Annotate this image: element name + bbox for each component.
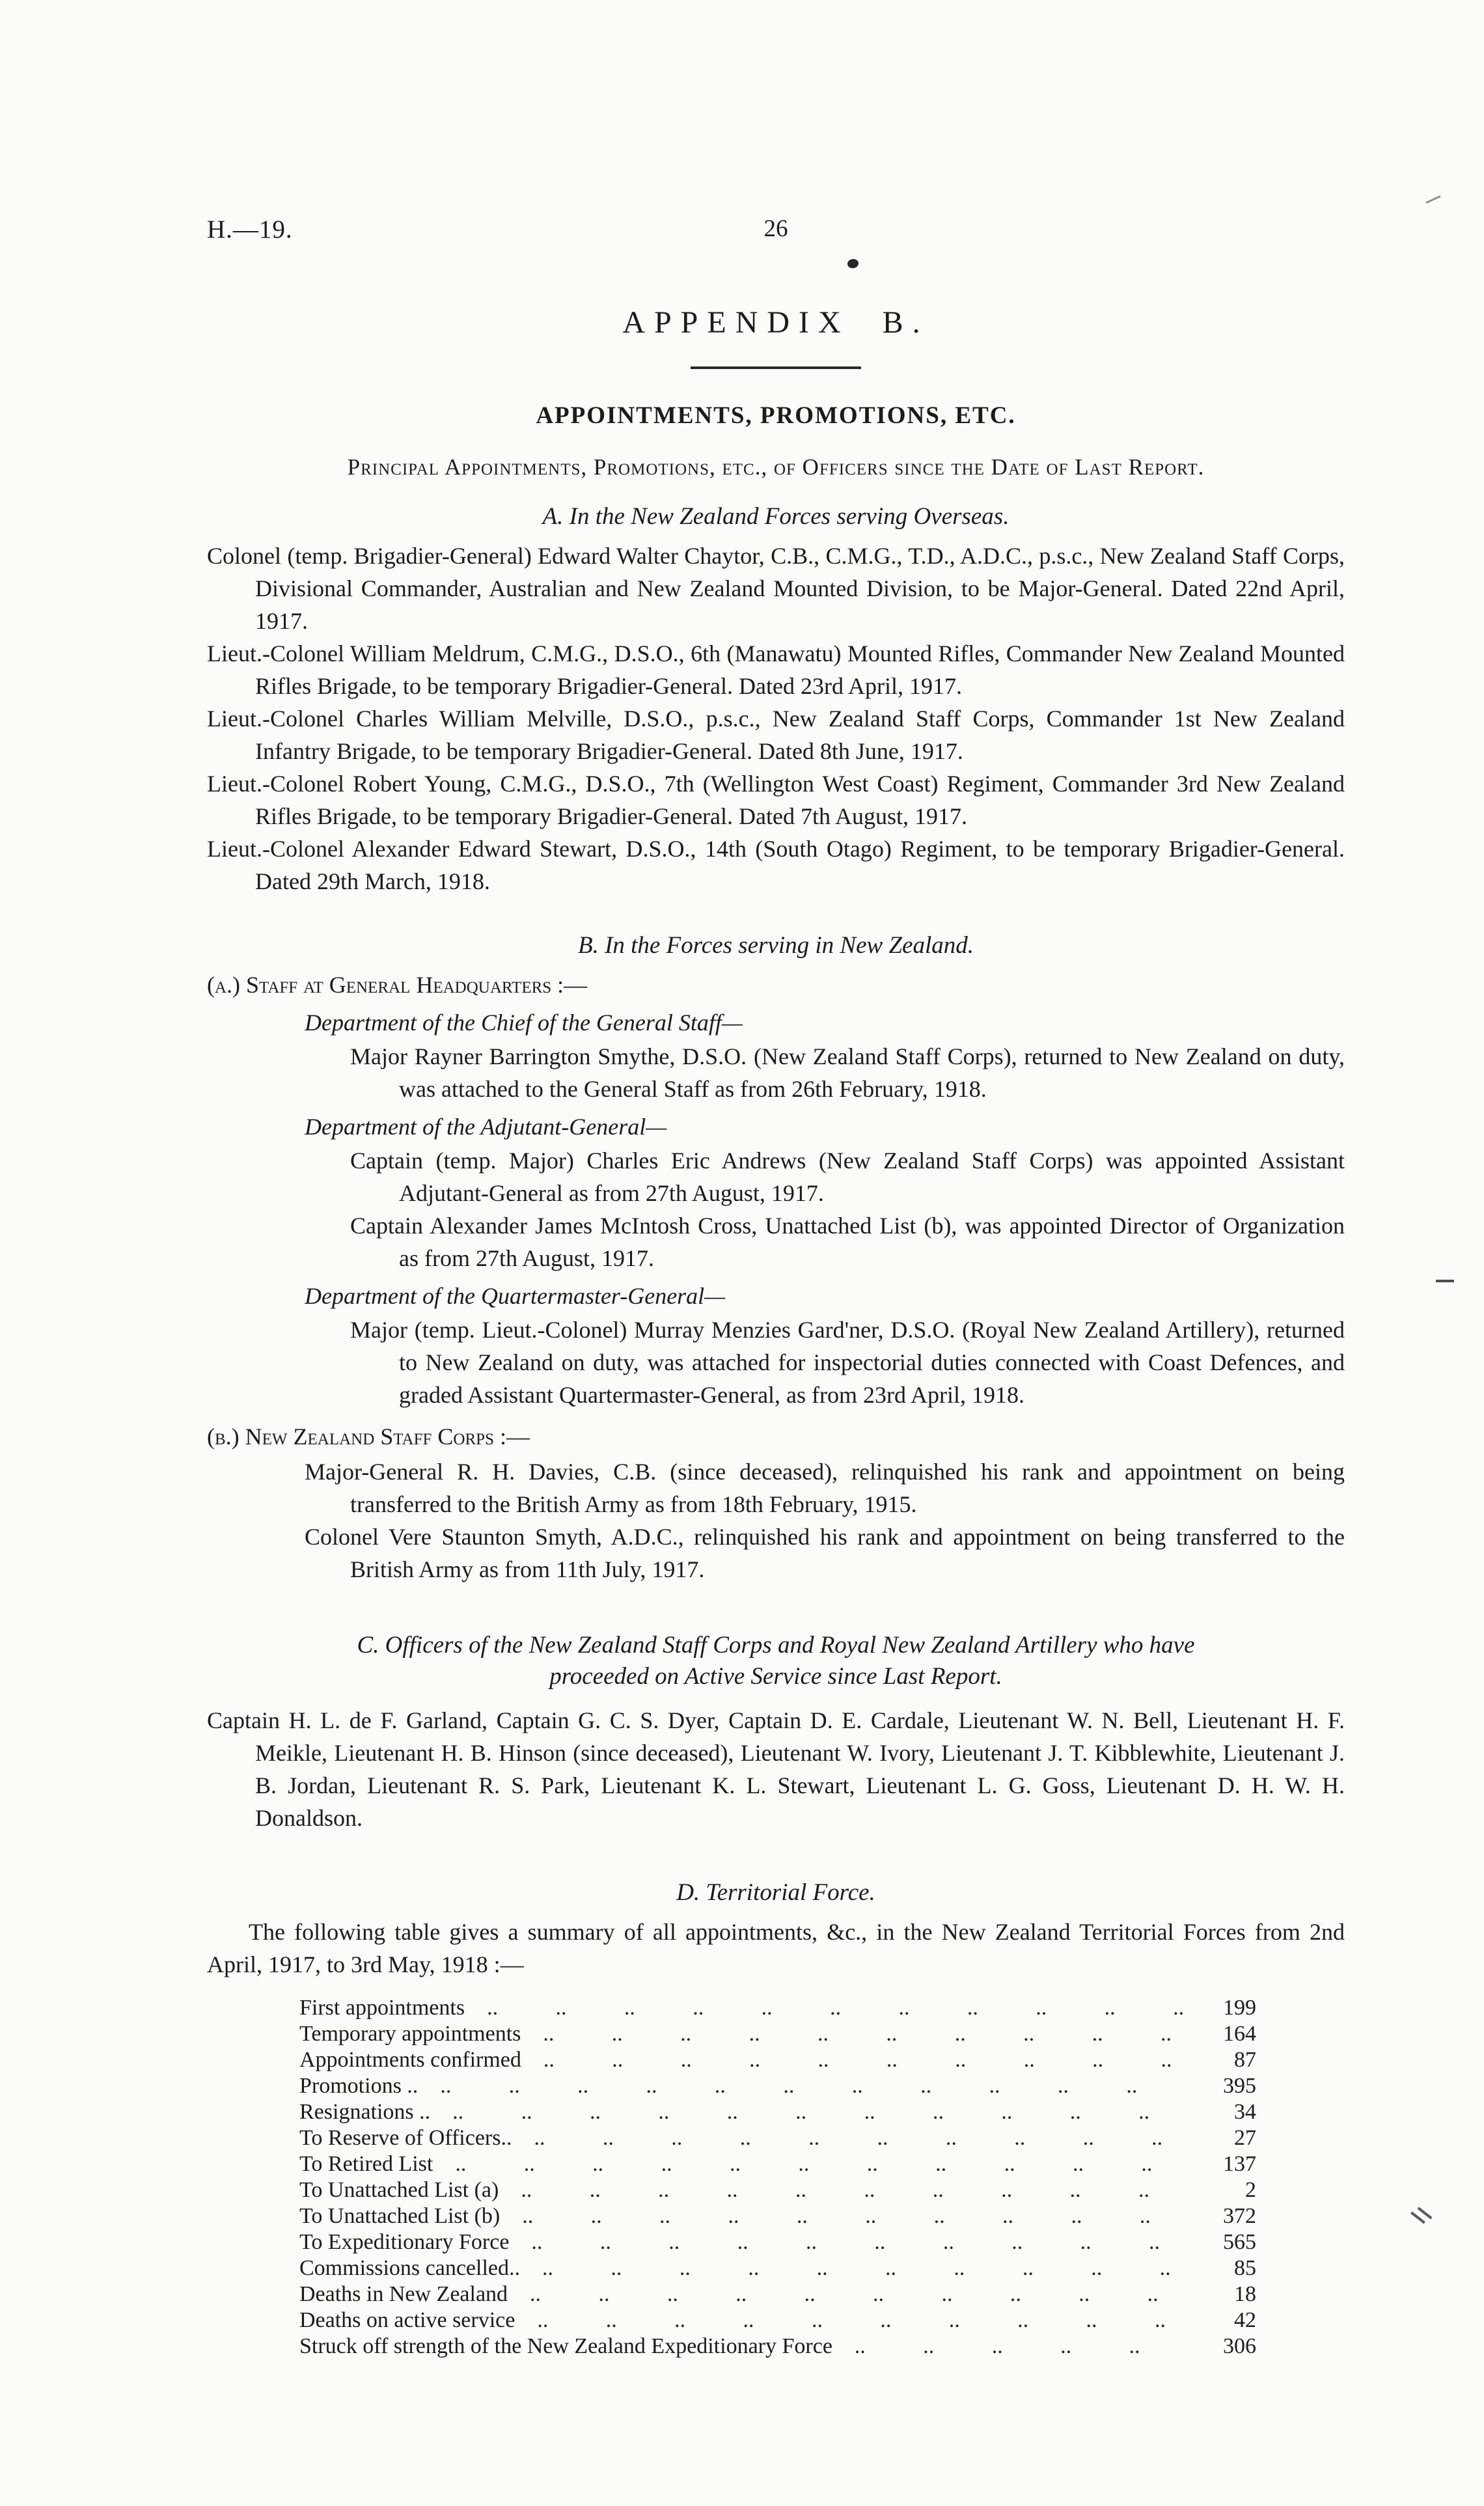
table-row [299,2307,1256,2334]
row-value: 395 [1223,2074,1256,2098]
row-label: First appointments [299,1996,465,2020]
row-label: To Unattached List (a) [299,2178,499,2202]
subheading: Principal Appointments, Promotions, etc., of Officers since the Date of Last Report. [347,454,1205,480]
row-value: 85 [1234,2256,1256,2280]
territorial-force-table [299,1995,1256,2360]
row-value: 199 [1223,1996,1256,2020]
dot-leader [433,2151,1183,2177]
dot-leader [521,2047,1183,2073]
page-number: 26 [763,215,788,242]
department-entry: Captain Alexander James McIntosh Cross, Unattached List (b), was appointed Director of Organization as from 27th August, 1917. [350,1213,1345,1271]
table-row [299,2281,1256,2307]
row-value: 372 [1223,2204,1256,2228]
section-c-paragraph: Captain H. L. de F. Garland, Captain G. C. S. Dyer, Captain D. E. Cardale, Lieutenant W. N. Bell, Lieutenant H. F. Meikle, Lieutenant H. B. Hinson (since deceased), Lieutenant W. Ivory, Lieutenant J. T. Kibblewhite, Lieutenant J. B. Jordan, Lieutenant R. S. Park, Lieutenant K. L. Stewart, Lieutenant L. G. Goss, Lieutenant D. H. W. H. Donaldson. [207,1707,1345,1831]
row-value: 18 [1234,2282,1256,2306]
row-label: Struck off strength of the New Zealand Expeditionary Force [299,2334,832,2358]
row-value: 27 [1234,2126,1256,2150]
spacer [207,898,1345,909]
table-row [299,2151,1256,2177]
staff-corps-entry: Major-General R. H. Davies, C.B. (since deceased), relinquished his rank and appointment on being transferred to the British Army as from 18th February, 1915. [305,1459,1345,1517]
table-row [299,2177,1256,2203]
part-a-label: (a.) Staff at General Headquarters :— [207,972,588,998]
table-row [299,2203,1256,2229]
row-value: 306 [1223,2334,1256,2358]
section-b-heading: B. In the Forces serving in New Zealand. [577,932,974,959]
staff-corps-entry: Colonel Vere Staunton Smyth, A.D.C., relinquished his rank and appointment on being transferred to the British Army as from 11th July, 1917. [305,1524,1345,1582]
section-a-heading: A. In the New Zealand Forces serving Overseas. [542,503,1010,530]
row-label: Temporary appointments [299,2022,521,2046]
dot-leader [509,2229,1183,2255]
department-entry: Major Rayner Barrington Smythe, D.S.O. (New Zealand Staff Corps), returned to New Zealand on duty, was attached to the General Staff as from 26th February, 1918. [350,1043,1345,1102]
scan-artifact [1418,2207,1433,2219]
dot-leader [430,2099,1183,2125]
main-heading: APPOINTMENTS, PROMOTIONS, ETC. [536,402,1016,429]
table-row [299,2125,1256,2151]
row-label: Deaths on active service [299,2308,515,2332]
dot-leader [500,2203,1183,2229]
row-value: 164 [1223,2022,1256,2046]
appointment-paragraph: Lieut.-Colonel Alexander Edward Stewart, D.S.O., 14th (South Otago) Regiment, to be temporary Brigadier-General. Dated 29th March, 1918. [207,836,1345,894]
table-row [299,2021,1256,2047]
appointment-paragraph: Lieut.-Colonel William Meldrum, C.M.G., D.S.O., 6th (Manawatu) Mounted Rifles, Commander New Zealand Mounted Rifles Brigade, to be temporary Brigadier-General. Dated 23rd April, 1917. [207,640,1345,699]
appointment-paragraph: Lieut.-Colonel Charles William Melville, D.S.O., p.s.c., New Zealand Staff Corps, Commander 1st New Zealand Infantry Brigade, to be temporary Brigadier-General. Dated 8th June, 1917. [207,706,1345,764]
dot-leader [508,2281,1183,2307]
row-label: To Retired List [299,2152,433,2176]
dot-leader [520,2255,1183,2281]
document-content [207,215,1345,2360]
row-label: To Expeditionary Force [299,2230,510,2254]
dot-leader [418,2073,1183,2099]
section-c-heading-line2: proceeded on Active Service since Last Report. [549,1663,1002,1690]
row-label: To Reserve of Officers.. [299,2126,512,2150]
table-row [299,2073,1256,2099]
dot-leader [512,2125,1184,2151]
department-entry: Captain (temp. Major) Charles Eric Andrews (New Zealand Staff Corps) was appointed Assistant Adjutant-General as from 27th August, 1917. [350,1148,1345,1206]
spacer [207,1834,1345,1856]
section-d-heading: D. Territorial Force. [676,1879,875,1906]
part-b-label: (b.) New Zealand Staff Corps :— [207,1424,530,1450]
doc-ref: H.—19. [207,215,293,243]
appointment-paragraph: Lieut.-Colonel Robert Young, C.M.G., D.S.O., 7th (Wellington West Coast) Regiment, Commander 3rd New Zealand Rifles Brigade, to be temporary Brigadier-General. Dated 7th August, 1917. [207,771,1345,829]
department-entry: Major (temp. Lieut.-Colonel) Murray Menzies Gard'ner, D.S.O. (Royal New Zealand Artillery), returned to New Zealand on duty, was attached for inspectorial duties connected with Coast Defences, and graded Assistant Quartermaster-General, as from 23rd April, 1918. [350,1317,1345,1408]
dot-leader [832,2334,1183,2360]
table-row [299,2255,1256,2281]
section-d-intro: The following table gives a summary of all appointments, &c., in the New Zealand Territorial Forces from 2nd April, 1917, to 3rd May, 1918 :— [207,1919,1345,1977]
row-label: Resignations .. [299,2100,431,2124]
row-value: 34 [1234,2100,1256,2124]
row-value: 137 [1223,2152,1256,2176]
row-value: 42 [1234,2308,1256,2332]
section-c-heading-line1: C. Officers of the New Zealand Staff Corps and Royal New Zealand Artillery who have [357,1632,1195,1659]
table-row [299,1995,1256,2021]
scan-artifact [1425,195,1440,204]
spacer [207,1586,1345,1608]
section-divider [691,366,861,369]
table-row [299,2229,1256,2255]
appointment-paragraph: Colonel (temp. Brigadier-General) Edward Walter Chaytor, C.B., C.M.G., T.D., A.D.C., p.s.c., New Zealand Staff Corps, Divisional Commander, Australian and New Zealand Mounted Division, to be Major-General. Dated 22nd April, 1917. [207,543,1345,634]
row-label: Commissions cancelled.. [299,2256,521,2280]
dot-leader [515,2307,1183,2334]
table-row [299,2047,1256,2073]
dot-leader [465,1995,1183,2021]
row-value: 2 [1245,2178,1256,2202]
table-row [299,2334,1256,2360]
row-value: 87 [1234,2048,1256,2072]
table-row [299,2099,1256,2125]
row-label: Deaths in New Zealand [299,2282,508,2306]
row-label: Appointments confirmed [299,2048,521,2072]
department-title: Department of the Quartermaster-General— [305,1283,726,1309]
row-label: Promotions .. [299,2074,419,2098]
dot-leader [499,2177,1183,2203]
spacer [207,1692,1345,1704]
row-label: To Unattached List (b) [299,2204,501,2228]
department-title: Department of the Chief of the General Staff— [305,1010,743,1036]
department-title: Department of the Adjutant-General— [305,1114,667,1140]
dot-leader [521,2021,1183,2047]
row-value: 565 [1223,2230,1256,2254]
page-header [207,215,1345,249]
appendix-title: APPENDIX B. [622,305,929,340]
scan-artifact [1436,1280,1454,1282]
